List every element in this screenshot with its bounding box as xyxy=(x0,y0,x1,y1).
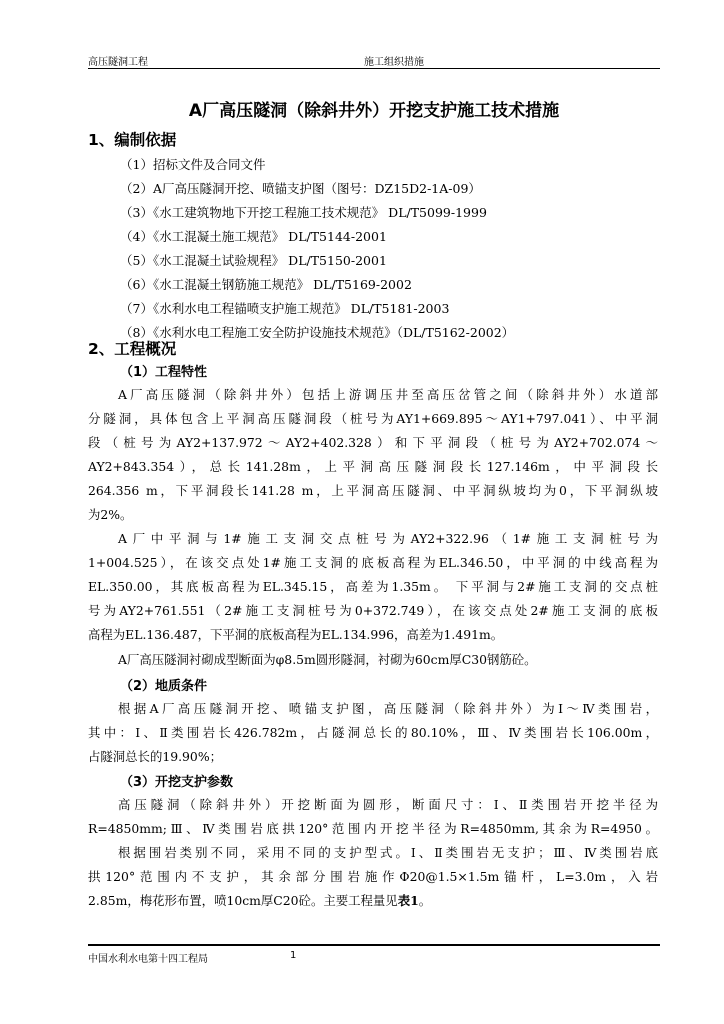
page-number: 1 xyxy=(290,950,297,961)
paragraph-line: A厂高压隧洞衬砌成型断面为φ8.5m圆形隧洞，衬砌为60cm厚C30钢筋砼。 xyxy=(118,652,537,667)
reference-item: （5）《水工混凝土试验规程》 DL/T5150-2001 xyxy=(120,253,387,268)
footer-rule xyxy=(88,944,660,946)
paragraph-line: 264.356 m，下平洞段长141.28 m，上平洞高压隧洞、中平洞纵坡均为0，下平洞纵坡 xyxy=(88,483,658,498)
subsection-heading-characteristics: （1）工程特性 xyxy=(120,365,208,380)
subsection-heading-geology: （2）地质条件 xyxy=(120,679,208,694)
reference-item: （1）招标文件及合同文件 xyxy=(120,157,266,172)
paragraph-line: 高程为EL.136.487，下平洞的底板高程为EL.134.996，高差为1.491m。 xyxy=(88,627,504,642)
subsection-heading-excavation: （3）开挖支护参数 xyxy=(120,775,234,790)
paragraph-line: 1+004.525），在该交点处1#施工支洞的底板高程为EL.346.50，中平洞的中线高程为 xyxy=(88,555,658,570)
paragraph-line: A厂中平洞与1#施工支洞交点桩号为AY2+322.96（1#施工支洞桩号为 xyxy=(118,531,658,546)
reference-item: （6）《水工混凝土钢筋施工规范》 DL/T5169-2002 xyxy=(120,277,412,292)
section-2-heading: 2、工程概况 xyxy=(88,340,177,358)
paragraph-line: 拱120°范围内不支护，其余部分围岩施作Φ20@1.5×1.5m锚杆，L=3.0m，入岩 xyxy=(88,869,658,884)
paragraph-line: 号为AY2+761.551（2#施工支洞桩号为0+372.749），在该交点处2#施工支洞的底板 xyxy=(88,603,658,618)
paragraph-line: 段（桩号为AY2+137.972～AY2+402.328）和下平洞段（桩号为AY2+702.074～ xyxy=(88,435,658,450)
paragraph-line: AY2+843.354），总长141.28m，上平洞高压隧洞段长127.146m，中平洞段长 xyxy=(88,459,658,474)
paragraph-line xyxy=(88,891,658,909)
paragraph-line: 根据围岩类别不同，采用不同的支护型式。Ⅰ、Ⅱ类围岩无支护；Ⅲ、Ⅳ类围岩底 xyxy=(118,845,658,860)
header-center: 施工组织措施 xyxy=(364,57,424,68)
document-title: A厂高压隧洞（除斜井外）开挖支护施工技术措施 xyxy=(188,101,560,121)
paragraph-line: 根据A厂高压隧洞开挖、喷锚支护图，高压隧洞（除斜井外）为Ⅰ～Ⅳ类围岩， xyxy=(118,701,658,716)
paragraph-text: 。 xyxy=(418,893,432,908)
paragraph-line: 其中：Ⅰ、Ⅱ类围岩长426.782m，占隧洞总长的80.10%，Ⅲ、Ⅳ类围岩长106.00m， xyxy=(88,725,658,740)
reference-item: （2）A厂高压隧洞开挖、喷锚支护图（图号：DZ15D2-1A-09） xyxy=(120,181,481,196)
paragraph-text: 2.85m，梅花形布置，喷10cm厚C20砼。主要工程量见 xyxy=(88,893,398,908)
paragraph-line: 分隧洞，具体包含上平洞高压隧洞段（桩号为AY1+669.895～AY1+797.041）、中平洞 xyxy=(88,411,658,426)
reference-item: （7）《水利水电工程锚喷支护施工规范》 DL/T5181-2003 xyxy=(120,301,450,316)
paragraph-line: 高压隧洞（除斜井外）开挖断面为圆形，断面尺寸：Ⅰ、Ⅱ类围岩开挖半径为 xyxy=(118,797,658,812)
reference-item: （8）《水利水电工程施工安全防护设施技术规范》（DL/T5162-2002） xyxy=(120,325,515,340)
header-rule xyxy=(88,68,660,69)
reference-item: （4）《水工混凝土施工规范》 DL/T5144-2001 xyxy=(120,229,387,244)
paragraph-line: 为2%。 xyxy=(88,507,133,522)
section-1-heading: 1、编制依据 xyxy=(88,131,177,149)
paragraph-line: A厂高压隧洞（除斜井外）包括上游调压井至高压岔管之间（除斜井外）水道部 xyxy=(118,387,658,402)
paragraph-line: R=4850mm;Ⅲ、Ⅳ类围岩底拱120°范围内开挖半径为R=4850mm,其余为R=4950。 xyxy=(88,821,658,836)
table-reference: 表1 xyxy=(397,893,419,908)
paragraph-line: 占隧洞总长的19.90%； xyxy=(88,749,222,764)
paragraph-line: EL.350.00，其底板高程为EL.345.15，高差为1.35m。 下平洞与2#施工支洞的交点桩 xyxy=(88,579,658,594)
reference-item: （3）《水工建筑物地下开挖工程施工技术规范》 DL/T5099-1999 xyxy=(120,205,487,220)
header-left: 高压隧洞工程 xyxy=(88,57,148,68)
footer-left: 中国水利水电第十四工程局 xyxy=(88,954,208,965)
